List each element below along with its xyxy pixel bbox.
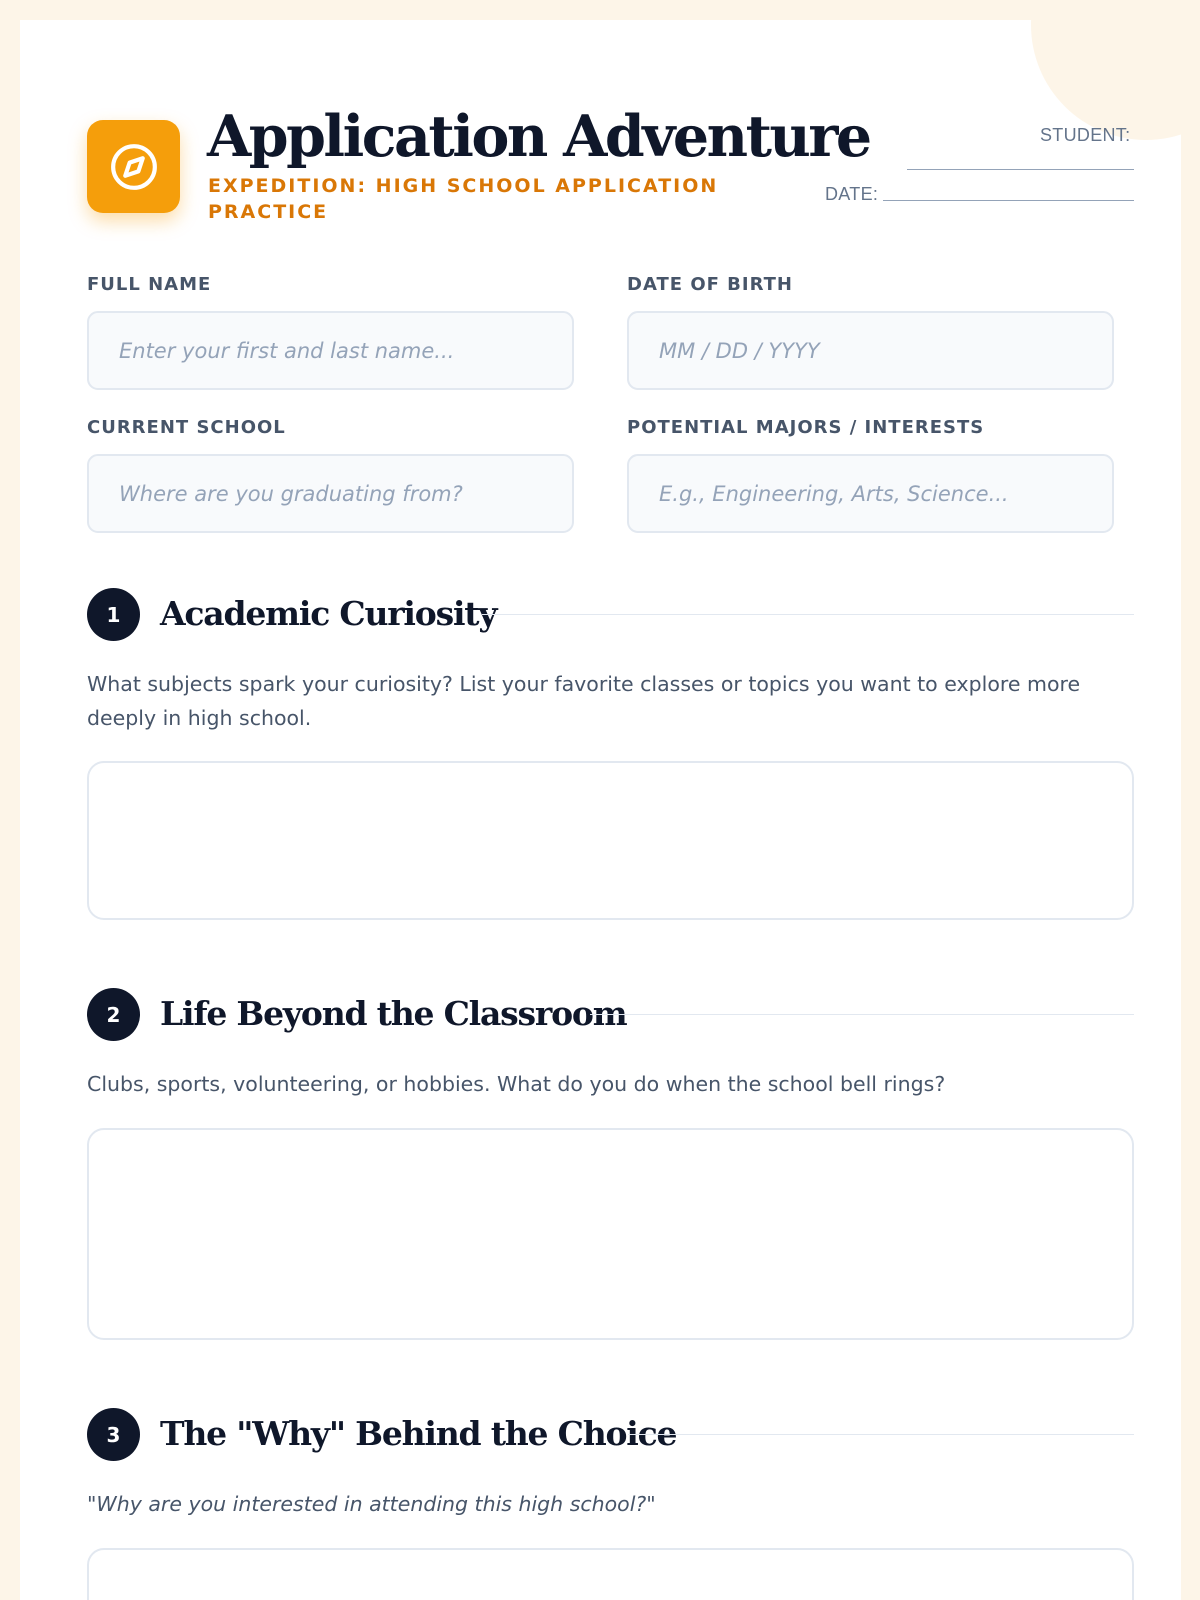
section-divider [482, 614, 1134, 615]
section-title: Academic Curiosity [160, 594, 497, 633]
potential-majors-label: POTENTIAL MAJORS / INTERESTS [627, 417, 985, 438]
compass-icon [109, 142, 159, 192]
section-divider [628, 1434, 1134, 1435]
worksheet [20, 20, 1181, 1600]
section-number-badge: 3 [87, 1408, 140, 1461]
page-subtitle: EXPEDITION: HIGH SCHOOL APPLICATION PRACTICE [208, 175, 719, 223]
section-1-answer-box[interactable] [87, 761, 1134, 920]
current-school-label: CURRENT SCHOOL [87, 417, 286, 438]
section-title: Life Beyond the Classroom [160, 994, 627, 1033]
section-number-badge: 1 [87, 588, 140, 641]
section-1-prompt: What subjects spark your curiosity? List your favorite classes or topics you want to explore more deeply in high school. [87, 672, 1081, 730]
current-school-field[interactable] [87, 454, 574, 533]
potential-majors-field[interactable] [627, 454, 1114, 533]
section-2-prompt: Clubs, sports, volunteering, or hobbies. What do you do when the school bell rings? [87, 1072, 946, 1096]
section-number-badge: 2 [87, 988, 140, 1041]
full-name-field[interactable] [87, 311, 574, 390]
logo [87, 120, 180, 213]
date-of-birth-label: DATE OF BIRTH [627, 274, 793, 295]
student-line[interactable] [907, 169, 1134, 170]
section-3-prompt: "Why are you interested in attending this high school?" [87, 1492, 656, 1516]
page-title: Application Adventure [207, 103, 870, 170]
date-line[interactable] [883, 200, 1134, 201]
section-3-answer-box[interactable] [87, 1548, 1134, 1600]
section-2-answer-box[interactable] [87, 1128, 1134, 1340]
section-title: The "Why" Behind the Choice [160, 1414, 677, 1453]
section-1-header [87, 588, 1134, 642]
header [87, 98, 1134, 228]
student-label: STUDENT: [1040, 125, 1131, 145]
section-divider [590, 1014, 1134, 1015]
full-name-label: FULL NAME [87, 274, 212, 295]
date-of-birth-field[interactable] [627, 311, 1114, 390]
section-3-header [87, 1408, 1134, 1462]
section-2-header [87, 988, 1134, 1042]
date-label: DATE: [825, 184, 879, 204]
